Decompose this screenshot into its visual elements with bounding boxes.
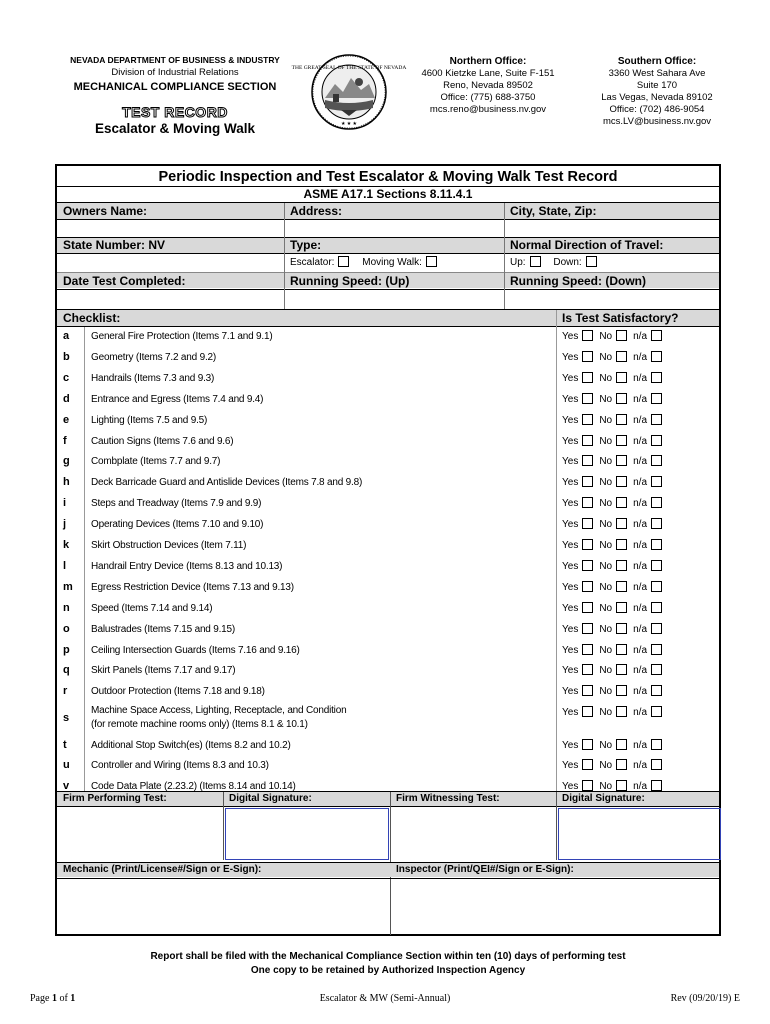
checklist-letter: u: [63, 759, 70, 772]
digital-signature-2-label: Digital Signature:: [562, 793, 645, 804]
satisfactory-options: [562, 372, 662, 384]
digital-signature-1-label: Digital Signature:: [229, 793, 312, 804]
checklist-letter: f: [63, 434, 67, 447]
yes-checkbox[interactable]: [582, 685, 593, 696]
na-label: n/a: [633, 456, 648, 468]
satisfactory-options: [562, 393, 662, 405]
checklist-item-text: Handrails (Items 7.3 and 9.3): [91, 372, 215, 384]
southern-line4: Office: (702) 486-9054: [609, 104, 705, 115]
yes-checkbox[interactable]: [582, 664, 593, 675]
na-label: n/a: [633, 498, 648, 510]
na-label: n/a: [633, 519, 648, 531]
na-checkbox[interactable]: [651, 414, 662, 425]
checklist-item-text: Code Data Plate (2.23.2) (Items 8.14 and 10.14): [91, 781, 296, 793]
yes-label: Yes: [562, 435, 579, 447]
no-label: No: [599, 644, 613, 656]
no-label: No: [599, 331, 613, 342]
satisfactory-options: [562, 644, 662, 656]
escalator-checkbox[interactable]: [338, 256, 349, 267]
checklist-row-u: [57, 756, 719, 777]
na-checkbox[interactable]: [651, 602, 662, 613]
yes-checkbox[interactable]: [582, 602, 593, 613]
yes-label: Yes: [562, 665, 579, 677]
no-label: No: [599, 519, 613, 531]
yes-label: Yes: [562, 519, 579, 531]
dept-name: NEVADA DEPARTMENT OF BUSINESS & INDUSTRY: [70, 55, 280, 65]
speed-down-label: Running Speed: (Down): [510, 274, 646, 288]
na-label: n/a: [633, 781, 648, 793]
checklist-row-k: [57, 536, 719, 557]
satisfactory-options: [562, 435, 662, 447]
checklist-row-i: [57, 494, 719, 515]
yes-checkbox[interactable]: [582, 581, 593, 592]
na-label: n/a: [633, 560, 648, 572]
checklist-letter: q: [63, 664, 70, 677]
firm-performing-input[interactable]: [57, 807, 222, 859]
no-label: No: [599, 435, 613, 447]
no-checkbox[interactable]: [616, 330, 627, 341]
satisfactory-options: [562, 581, 662, 593]
checklist-item-text-line2: (for remote machine rooms only) (Items 8.1 & 10.1): [91, 719, 308, 731]
checklist-item-text: Caution Signs (Items 7.6 and 9.6): [91, 435, 234, 447]
no-label: No: [599, 372, 613, 384]
na-checkbox[interactable]: [651, 351, 662, 362]
satisfactory-options: [562, 497, 662, 509]
na-label: n/a: [633, 351, 648, 363]
checklist-row-b: [57, 348, 719, 369]
no-label: No: [599, 393, 613, 405]
checklist-row-j: [57, 515, 719, 536]
yes-checkbox[interactable]: [582, 644, 593, 655]
northern-email: mcs.reno@business.nv.gov: [429, 104, 547, 115]
checklist-row-g: [57, 452, 719, 473]
yes-checkbox[interactable]: [582, 330, 593, 341]
yes-label: Yes: [562, 456, 579, 468]
northern-line3: Office: (775) 688-3750: [440, 92, 536, 103]
page-number: [30, 993, 75, 1004]
no-checkbox[interactable]: [616, 759, 627, 770]
no-label: No: [599, 781, 613, 793]
checklist-row-a: [57, 327, 719, 348]
yes-checkbox[interactable]: [582, 706, 593, 717]
checklist-letter: b: [63, 350, 70, 363]
nevada-seal: [291, 54, 407, 130]
satisfactory-options: [562, 455, 662, 467]
checklist-row-d: [57, 390, 719, 411]
yes-label: Yes: [562, 686, 579, 698]
yes-checkbox[interactable]: [582, 476, 593, 487]
no-label: No: [599, 707, 613, 719]
na-checkbox[interactable]: [651, 759, 662, 770]
yes-label: Yes: [562, 739, 579, 751]
checklist-item-text: Balustrades (Items 7.15 and 9.15): [91, 623, 236, 635]
checklist-row-p: [57, 641, 719, 662]
moving-walk-label: Moving Walk:: [362, 257, 422, 268]
firm-performing-label: Firm Performing Test:: [63, 793, 167, 804]
no-checkbox[interactable]: [616, 664, 627, 675]
checklist-item-text: General Fire Protection (Items 7.1 and 9.1): [91, 331, 273, 342]
division-name: Division of Industrial Relations: [111, 67, 239, 78]
checklist-item-text-line1: Machine Space Access, Lighting, Receptacle, and Condition: [91, 705, 347, 717]
na-label: n/a: [633, 602, 648, 614]
yes-checkbox[interactable]: [582, 759, 593, 770]
checklist-letter: k: [63, 539, 70, 551]
no-label: No: [599, 414, 613, 426]
checklist-item-text: Handrail Entry Device (Items 8.13 and 10.13): [91, 560, 283, 572]
na-checkbox[interactable]: [651, 623, 662, 634]
na-checkbox[interactable]: [651, 455, 662, 466]
na-label: n/a: [633, 540, 648, 551]
na-checkbox[interactable]: [651, 476, 662, 487]
na-checkbox[interactable]: [651, 644, 662, 655]
page-current: 1: [51, 993, 57, 1004]
state-number-label: State Number: NV: [63, 238, 166, 252]
satisfactory-options: [562, 664, 662, 676]
checklist-item-text: Outdoor Protection (Items 7.18 and 9.18): [91, 686, 265, 698]
satisfactory-options: [562, 476, 662, 488]
checklist-item-text: Geometry (Items 7.2 and 9.2): [91, 351, 217, 363]
no-checkbox[interactable]: [616, 414, 627, 425]
checklist-row-e: [57, 411, 719, 432]
page-of: of: [59, 993, 68, 1004]
na-label: n/a: [633, 372, 648, 384]
northern-office: [408, 55, 568, 116]
yes-label: Yes: [562, 707, 579, 719]
checklist-letter: c: [63, 371, 70, 384]
checklist-letter: e: [63, 413, 70, 426]
na-checkbox[interactable]: [651, 435, 662, 446]
checklist-item-text: Skirt Panels (Items 7.17 and 9.17): [91, 665, 236, 677]
checklist-letter: j: [63, 518, 67, 531]
na-label: n/a: [633, 707, 648, 719]
checklist-letter: l: [63, 559, 67, 572]
down-label: Down:: [553, 257, 582, 268]
yes-label: Yes: [562, 623, 579, 635]
na-label: n/a: [633, 739, 648, 751]
no-checkbox[interactable]: [616, 602, 627, 613]
yes-checkbox[interactable]: [582, 455, 593, 466]
up-label: Up:: [510, 257, 526, 268]
yes-label: Yes: [562, 498, 579, 510]
checklist-item-text: Entrance and Egress (Items 7.4 and 9.4): [91, 393, 264, 405]
form-subtitle: ASME A17.1 Sections 8.11.4.1: [303, 187, 473, 201]
yes-checkbox[interactable]: [582, 435, 593, 446]
yes-label: Yes: [562, 560, 579, 572]
svg-text:★ ★ ★: ★ ★ ★: [341, 122, 357, 127]
satisfactory-options: [562, 414, 662, 426]
southern-line3: Las Vegas, Nevada 89102: [601, 92, 713, 103]
no-checkbox[interactable]: [616, 539, 627, 550]
checklist-items: [57, 327, 719, 791]
na-checkbox[interactable]: [651, 393, 662, 404]
na-checkbox[interactable]: [651, 372, 662, 383]
yes-label: Yes: [562, 372, 579, 384]
na-label: n/a: [633, 644, 648, 656]
na-label: n/a: [633, 623, 648, 635]
no-checkbox[interactable]: [616, 706, 627, 717]
na-label: n/a: [633, 686, 648, 698]
yes-label: Yes: [562, 540, 579, 551]
checklist-item-text: Egress Restriction Device (Items 7.13 and 9.13): [91, 581, 294, 593]
no-label: No: [599, 540, 613, 551]
checklist-letter: h: [63, 476, 70, 489]
yes-label: Yes: [562, 351, 579, 363]
satisfactory-options: [562, 518, 662, 530]
inspection-form: [55, 164, 721, 936]
direction-label: Normal Direction of Travel:: [510, 238, 664, 252]
up-checkbox[interactable]: [530, 256, 541, 267]
yes-checkbox[interactable]: [582, 372, 593, 383]
footer-form-name: Escalator & MW (Semi-Annual): [319, 993, 451, 1004]
no-checkbox[interactable]: [616, 623, 627, 634]
no-checkbox[interactable]: [616, 560, 627, 571]
checklist-row-o: [57, 620, 719, 641]
na-label: n/a: [633, 477, 648, 489]
yes-label: Yes: [562, 644, 579, 656]
northern-title: Northern Office:: [449, 56, 527, 67]
na-checkbox[interactable]: [651, 518, 662, 529]
yes-checkbox[interactable]: [582, 560, 593, 571]
southern-email: mcs.LV@business.nv.gov: [602, 116, 712, 127]
satisfactory-options: [562, 685, 662, 697]
checklist-item-text: Operating Devices (Items 7.10 and 9.10): [91, 519, 264, 531]
no-checkbox[interactable]: [616, 739, 627, 750]
checklist-letter: r: [63, 685, 68, 698]
no-checkbox[interactable]: [616, 372, 627, 383]
no-label: No: [599, 739, 613, 751]
yes-checkbox[interactable]: [582, 780, 593, 791]
no-checkbox[interactable]: [616, 518, 627, 529]
na-checkbox[interactable]: [651, 739, 662, 750]
na-label: n/a: [633, 331, 648, 342]
yes-checkbox[interactable]: [582, 351, 593, 362]
no-label: No: [599, 477, 613, 489]
na-checkbox[interactable]: [651, 539, 662, 550]
no-label: No: [599, 760, 613, 772]
checklist-letter: v: [63, 780, 70, 793]
escalator-label: Escalator:: [290, 257, 335, 268]
checklist-letter: s: [63, 712, 70, 725]
yes-checkbox[interactable]: [582, 393, 593, 404]
no-checkbox[interactable]: [616, 435, 627, 446]
yes-label: Yes: [562, 477, 579, 489]
yes-checkbox[interactable]: [582, 539, 593, 550]
yes-label: Yes: [562, 781, 579, 793]
satisfactory-options: [562, 623, 662, 635]
yes-label: Yes: [562, 393, 579, 405]
yes-label: Yes: [562, 581, 579, 593]
na-label: n/a: [633, 435, 648, 447]
yes-checkbox[interactable]: [582, 739, 593, 750]
no-label: No: [599, 560, 613, 572]
page-total: 1: [70, 993, 76, 1004]
yes-label: Yes: [562, 760, 579, 772]
no-checkbox[interactable]: [616, 685, 627, 696]
na-label: n/a: [633, 393, 648, 405]
na-checkbox[interactable]: [651, 581, 662, 592]
firm-witnessing-label: Firm Witnessing Test:: [396, 793, 500, 804]
southern-title: Southern Office:: [617, 56, 697, 67]
yes-checkbox[interactable]: [582, 497, 593, 508]
owners-name-label: Owners Name:: [63, 204, 148, 218]
no-label: No: [599, 602, 613, 614]
southern-office: [582, 55, 732, 128]
na-label: n/a: [633, 665, 648, 677]
speed-up-label: Running Speed: (Up): [290, 274, 410, 288]
satisfactory-options: [562, 706, 662, 718]
na-checkbox[interactable]: [651, 330, 662, 341]
city-label: City, State, Zip:: [510, 204, 597, 218]
checklist-letter: m: [63, 580, 73, 593]
na-label: n/a: [633, 414, 648, 426]
record-title: TEST RECORD: [122, 104, 228, 120]
checklist-letter: a: [63, 330, 70, 342]
checklist-letter: d: [63, 392, 70, 405]
no-checkbox[interactable]: [616, 476, 627, 487]
checklist-item-text: Controller and Wiring (Items 8.3 and 10.3): [91, 760, 269, 772]
moving-walk-checkbox[interactable]: [426, 256, 437, 267]
no-checkbox[interactable]: [616, 455, 627, 466]
no-label: No: [599, 623, 613, 635]
checklist-row-l: [57, 557, 719, 578]
na-label: n/a: [633, 581, 648, 593]
checklist-letter: i: [63, 497, 67, 510]
yes-label: Yes: [562, 414, 579, 426]
checklist-row-q: [57, 661, 719, 682]
filing-notice-line1: Report shall be filed with the Mechanical Compliance Section within ten (10) days of performing test: [150, 951, 626, 962]
inspector-label: Inspector (Print/QEI#/Sign or E-Sign):: [396, 864, 574, 875]
checklist-row-t: [57, 736, 719, 757]
yes-label: Yes: [562, 331, 579, 342]
northern-line1: 4600 Kietzke Lane, Suite F-151: [421, 68, 555, 79]
no-checkbox[interactable]: [616, 351, 627, 362]
satisfactory-options: [562, 330, 662, 342]
checklist-item-text: [91, 704, 346, 732]
checklist-row-r: [57, 682, 719, 703]
checklist-item-text: Deck Barricade Guard and Antislide Devices (Items 7.8 and 9.8): [91, 477, 363, 489]
na-checkbox[interactable]: [651, 780, 662, 791]
record-subtitle: Escalator & Moving Walk: [94, 121, 256, 136]
checklist-item-text: Additional Stop Switch(es) (Items 8.2 and 10.2): [91, 739, 291, 751]
na-checkbox[interactable]: [651, 560, 662, 571]
section-name: MECHANICAL COMPLIANCE SECTION: [73, 81, 277, 93]
yes-checkbox[interactable]: [582, 623, 593, 634]
filing-notice: [55, 950, 721, 978]
no-checkbox[interactable]: [616, 497, 627, 508]
na-label: n/a: [633, 760, 648, 772]
checklist-item-text: Skirt Obstruction Devices (Item 7.11): [91, 540, 247, 551]
na-checkbox[interactable]: [651, 497, 662, 508]
speed-input-row[interactable]: [57, 290, 719, 308]
checklist-row-f: [57, 432, 719, 453]
no-label: No: [599, 581, 613, 593]
no-label: No: [599, 686, 613, 698]
na-checkbox[interactable]: [651, 664, 662, 675]
checklist-letter: n: [63, 601, 70, 614]
type-label: Type:: [290, 238, 322, 252]
checklist-label: Checklist:: [63, 311, 121, 325]
form-title: Periodic Inspection and Test Escalator & Moving Walk Test Record: [158, 169, 618, 185]
address-label: Address:: [290, 204, 343, 218]
mechanic-label: Mechanic (Print/License#/Sign or E-Sign):: [63, 864, 262, 875]
checklist-item-text: Speed (Items 7.14 and 9.14): [91, 602, 213, 614]
na-checkbox[interactable]: [651, 706, 662, 717]
checklist-letter: g: [63, 455, 70, 468]
satisfactory-label: Is Test Satisfactory?: [562, 311, 679, 325]
footer-revision: Rev (09/20/19) E: [670, 993, 740, 1004]
checklist-row-s: [57, 703, 719, 735]
satisfactory-options: [562, 759, 662, 771]
no-label: No: [599, 498, 613, 510]
no-label: No: [599, 351, 613, 363]
digital-signature-2-field[interactable]: [558, 808, 721, 860]
satisfactory-options: [562, 351, 662, 363]
satisfactory-options: [562, 560, 662, 572]
mechanic-input[interactable]: [57, 879, 389, 934]
checklist-row-c: [57, 369, 719, 390]
down-checkbox[interactable]: [586, 256, 597, 267]
no-checkbox[interactable]: [616, 780, 627, 791]
checklist-item-text: Combplate (Items 7.7 and 9.7): [91, 456, 221, 468]
no-label: No: [599, 665, 613, 677]
satisfactory-options: [562, 539, 662, 551]
page-label: Page: [30, 993, 50, 1004]
no-checkbox[interactable]: [616, 644, 627, 655]
southern-line2: Suite 170: [636, 80, 678, 91]
inspector-input[interactable]: [391, 879, 719, 934]
checklist-letter: p: [63, 643, 70, 656]
no-label: No: [599, 456, 613, 468]
checklist-row-m: [57, 578, 719, 599]
checklist-letter: t: [63, 738, 67, 751]
yes-checkbox[interactable]: [582, 414, 593, 425]
checklist-row-n: [57, 599, 719, 620]
no-checkbox[interactable]: [616, 393, 627, 404]
satisfactory-options: [562, 602, 662, 614]
seal-top-text: THE GREAT SEAL OF THE STATE OF NEVADA: [291, 65, 407, 71]
no-checkbox[interactable]: [616, 581, 627, 592]
na-checkbox[interactable]: [651, 685, 662, 696]
northern-line2: Reno, Nevada 89502: [443, 80, 533, 91]
digital-signature-1-field[interactable]: [225, 808, 389, 860]
checklist-letter: o: [63, 622, 70, 635]
southern-line1: 3360 West Sahara Ave: [608, 68, 706, 79]
satisfactory-options: [562, 739, 662, 751]
checklist-row-h: [57, 473, 719, 494]
checklist-item-text: Lighting (Items 7.5 and 9.5): [91, 414, 208, 426]
yes-label: Yes: [562, 602, 579, 614]
checklist-item-text: Ceiling Intersection Guards (Items 7.16 and 9.16): [91, 644, 300, 656]
firm-witnessing-input[interactable]: [391, 807, 555, 859]
filing-notice-line2: One copy to be retained by Authorized Inspection Agency: [250, 965, 526, 976]
date-completed-label: Date Test Completed:: [63, 274, 186, 288]
owner-input-row[interactable]: [57, 220, 719, 237]
yes-checkbox[interactable]: [582, 518, 593, 529]
checklist-item-text: Steps and Treadway (Items 7.9 and 9.9): [91, 498, 262, 510]
